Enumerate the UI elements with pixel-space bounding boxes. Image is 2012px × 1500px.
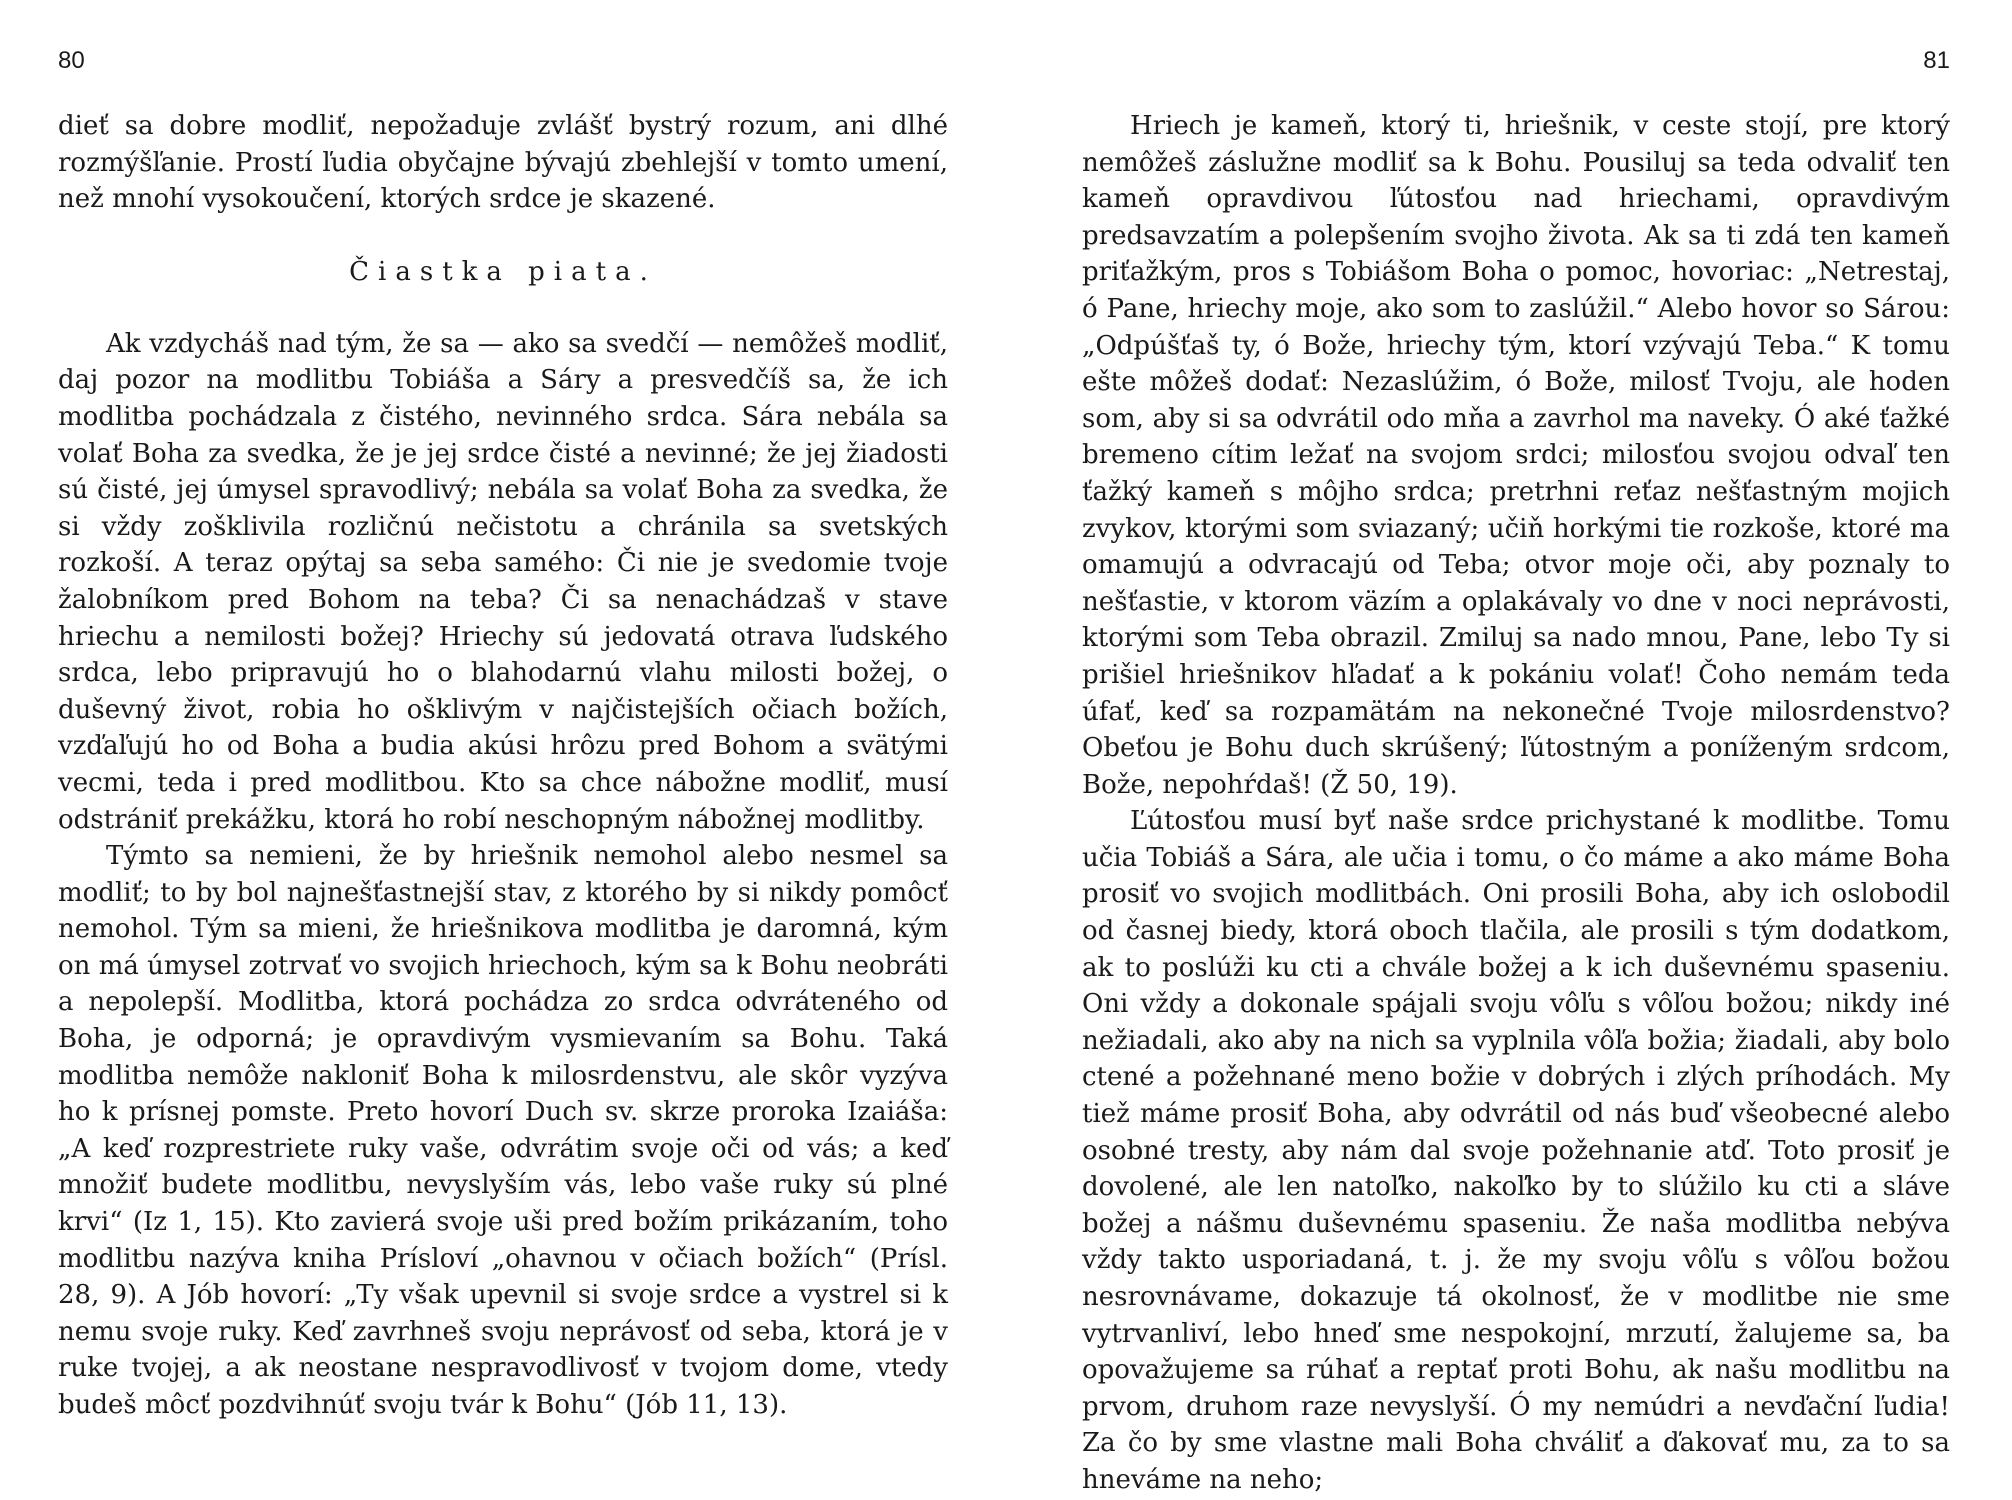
paragraph: Týmto sa nemieni, že by hriešnik nemohol alebo nesmel sa modliť; to by bol najnešťastnejší stav, z ktorého by si nikdy pomôcť nemohol. Tým sa mieni, že hriešnikova modlitba je daromná, kým on má úmysel zotrvať vo svojich hriechoch, kým sa k Bohu neobráti a nepolepší. Modlitba, ktorá pochádza zo srdca odvráteného od Boha, je odporná; je opravdivým vysmievaním sa Bohu. Taká modlitba nemôže nakloniť Boha k milosrdenstvu, ale skôr vyzýva ho k prísnej pomste. Preto hovorí Duch sv. skrze proroka Izaiáša: „A keď rozprestriete ruky vaše, odvrátim svoje oči od vás; a keď množiť budete modlitbu, nevyslyším vás, lebo vaše ruky sú plné krvi“ (Iz 1, 15). Kto zavierá svoje uši pred božím prikázaním, toho modlitbu nazýva kniha Prísloví „ohavnou v očiach božích“ (Prísl. 28, 9). A Jób hovorí: „Ty však upevnil si svoje srdce a vystrel si k nemu svoje ruky. Keď zavrhneš svoju neprávosť od seba, ktorá je v ruke tvojej, a ak neostane nespravodlivosť v tvojom dome, vtedy budeš môcť pozdvihnúť svoju tvár k Bohu“ (Jób 11, 13). [58,841,948,1420]
page-number: 80 [58,47,85,74]
right-page [1006,0,2012,1500]
paragraph: Ak vzdycháš nad tým, že sa — ako sa svedčí — nemôžeš modliť, daj pozor na modlitbu Tobiáša a Sáry a presvedčíš sa, že ich modlitba pochádzala z čistého, nevinného srdca. Sára nebála sa volať Boha za svedka, že je jej srdce čisté a nevinné; že jej žiadosti sú čisté, jej úmysel spravodlivý; nebála sa volať Boha za svedka, že si vždy zošklivila rozličnú nečistotu a chránila sa svetských rozkoší. A teraz opýtaj sa seba samého: Či nie je svedomie tvoje žalobníkom pred Bohom na teba? Či sa nenachádzaš v stave hriechu a nemilosti božej? Hriechy sú jedovatá otrava ľudského srdca, lebo pripravujú ho o blahodarnú vlahu milosti božej, o duševný život, robia ho ošklivým v najčistejších očiach božích, vzďaľujú ho od Boha a budia akúsi hrôzu pred Bohom a svätými vecmi, teda i pred modlitbou. Kto sa chce nábožne modliť, musí odstrániť prekážku, ktorá ho robí neschopným nábožnej modlitby. [58,328,948,835]
left-page-text [58,108,948,1424]
paragraph: Hriech je kameň, ktorý ti, hriešnik, v ceste stojí, pre ktorý nemôžeš záslužne modliť sa k Bohu. Pousiluj sa teda odvaliť ten kameň opravdivou ľútosťou nad hriechami, opravdivým predsavzatím a polepšením svojho života. Ak sa ti zdá ten kameň priťažkým, pros s Tobiášom Boha o pomoc, hovoriac: „Netrestaj, ó Pane, hriechy moje, ako som to zaslúžil.“ Alebo hovor so Sárou: „Odpúšťaš ty, ó Bože, hriechy tým, ktorí vzývajú Teba.“ K tomu ešte môžeš dodať: Nezaslúžim, ó Bože, milosť Tvoju, ale hoden som, aby si sa odvrátil odo mňa a zavrhol ma naveky. Ó aké ťažké bremeno cítim ležať na svojom srdci; milosťou svojou odvaľ ten ťažký kameň s môjho srdca; pretrhni reťaz nešťastným mojich zvykov, ktorými som sviazaný; učiň horkými tie rozkoše, ktoré ma omamujú a odvracajú od Teba; otvor moje oči, aby poznaly to nešťastie, v ktorom väzím a oplakávaly vo dne v noci neprávosti, ktorými som Teba obrazil. Zmiluj sa nado mnou, Pane, lebo Ty si prišiel hriešnikov hľadať a k pokániu volať! Čoho nemám teda úfať, keď sa rozpamätám na nekonečné Tvoje milosrdenstvo? Obeťou je Bohu duch skrúšený; ľútostným a poníženým srdcom, Bože, nepohŕdaš! (Ž 50, 19). [1082,111,1950,800]
paragraph: dieť sa dobre modliť, nepožaduje zvlášť bystrý rozum, ani dlhé rozmýšľanie. Prostí ľudia obyčajne bývajú zbehlejší v tomto umení, než mnohí vysokoučení, ktorých srdce je skazené. [58,111,948,215]
right-page-text [1082,108,1950,1499]
paragraph: Ľútosťou musí byť naše srdce prichystané k modlitbe. Tomu učia Tobiáš a Sára, ale učia i tomu, o čo máme a ako máme Boha prosiť vo svojich modlitbách. Oni prosili Boha, aby ich oslobodil od časnej biedy, ktorá oboch tlačila, ale prosili s tým dodatkom, ak to poslúži ku cti a chvále božej a k ich duševnému spaseniu. Oni vždy a dokonale spájali svoju vôľu s vôľou božou; nikdy iné nežiadali, ako aby na nich sa vyplnila vôľa božia; žiadali, aby bolo ctené a požehnané meno božie v dobrých i zlých príhodách. My tiež máme prosiť Boha, aby odvrátil od nás buď všeobecné alebo osobné tresty, aby nám dal svoje požehnanie atď. Toto prosiť je dovolené, ale len natoľko, nakoľko by to slúžilo ku cti a sláve božej a nášmu duševnému spaseniu. Že naša modlitba nebýva vždy takto usporiadaná, t. j. že my svoju vôľu s vôľou božou nesrovnávame, dokazuje tá okolnosť, že v modlitbe nie sme vytrvanliví, lebo hneď sme nespokojní, mrzutí, žalujeme sa, ba opovažujeme sa rúhať a reptať proti Bohu, ak našu modlitbu na prvom, druhom raze nevyslyší. Ó my nemúdri a nevďační ľudia! Za čo by sme vlastne mali Boha chváliť a ďakovať mu, za to sa hneváme na neho; [1082,806,1950,1495]
page-number: 81 [1923,47,1950,74]
section-heading: Čiastka piata. [349,256,657,287]
